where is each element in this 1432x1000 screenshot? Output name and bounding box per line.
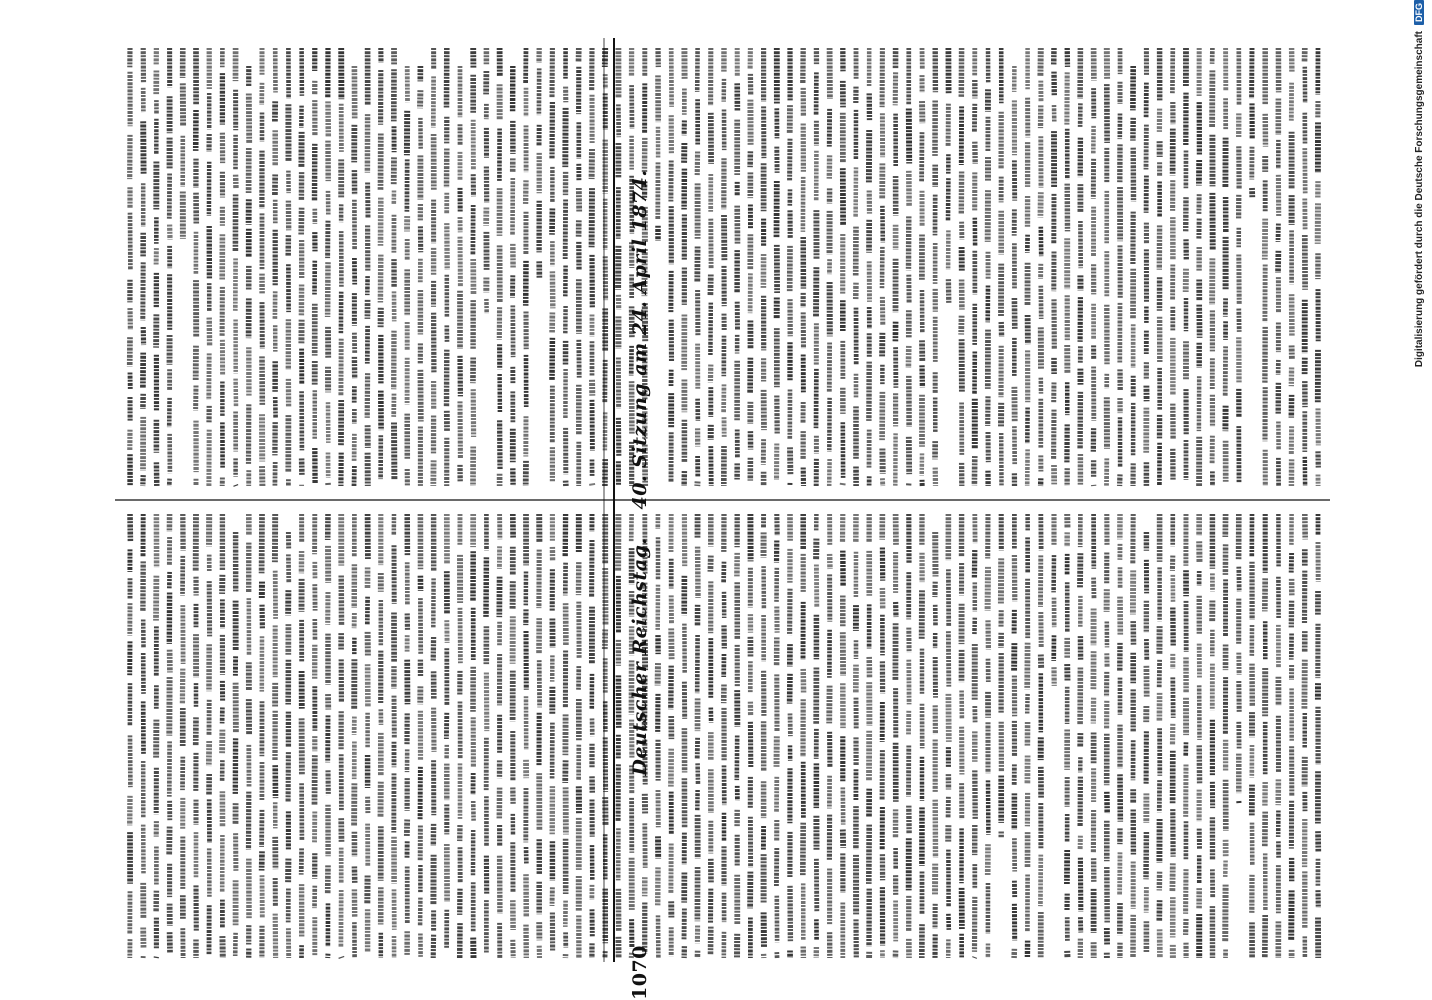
header-center <box>629 0 651 945</box>
page-number: 1070 <box>629 945 651 1000</box>
digitization-credit-text: Digitalisierung gefördert durch die Deutsche Forschungsgemeinschaft <box>1413 31 1425 368</box>
text-column-top <box>130 48 1319 486</box>
text-column-bottom <box>130 514 1319 958</box>
running-header <box>626 0 654 1000</box>
header-session: 40. Sitzung am 24. April 1874. <box>629 169 651 510</box>
header-title: Deutscher Reichstag. <box>629 537 651 776</box>
digitization-credit <box>1413 0 1425 1000</box>
dfg-badge: DFG <box>1414 0 1424 25</box>
